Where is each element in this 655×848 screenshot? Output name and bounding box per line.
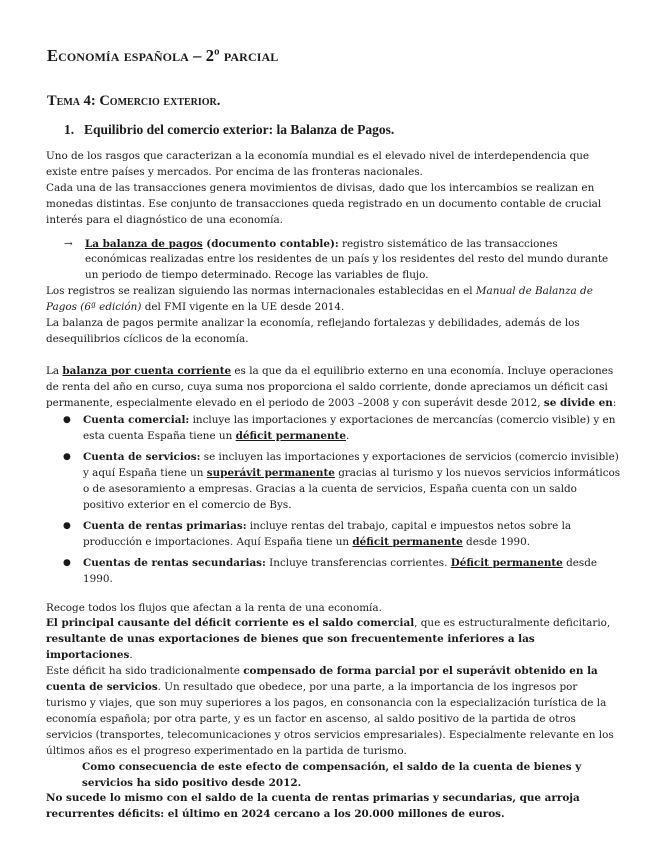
document-body [46,149,621,823]
section-heading [64,122,394,138]
norms-paragraph [46,284,621,316]
norms-post: del FMI vigente en la UE desde 2014. [141,301,345,314]
closing-bold-4: el saldo de la cuenta de bienes y servicios ha sido positivo desde 2012. [82,760,582,789]
ca-colon: : [612,396,617,409]
list-item-term: Cuenta de servicios: [83,451,201,464]
list-item [63,413,621,445]
list-item-term: Cuenta comercial: [83,414,190,427]
bullet-icon: ● [63,557,71,568]
arrow-list-item [64,237,621,285]
spacer [46,229,621,237]
accounts-list [46,413,621,587]
bullet-icon: ● [63,520,71,531]
closing-mid-1: , que es estructuralmente deficitario, [414,617,611,630]
list-item-strong: Déficit permanente [450,556,563,569]
spacer [46,593,621,601]
list-item-text: incluye rentas del trabajo, capital e impuestos netos sobre la producción e importaciones. Aquí España tiene un [83,519,572,548]
topic-heading: Tema 4: Comercio exterior. [47,93,221,109]
document-title: Economía española – 2º parcial [47,46,279,65]
list-item-text: se incluyen las importaciones y exportaciones de servicios (comercio invisible) y aquí España tiene un [83,451,619,480]
list-item-tail: desde 1990. [462,535,531,548]
list-item-tail: . [345,430,350,443]
intro-paragraph-2: Cada una de las transacciones genera movimientos de divisas, dado que los intercambios se realizan en monedas distintas. Ese conjunto de transacciones queda registrado en un documento contable de crucial interés para el diagnóstico de una economía. [46,181,602,226]
section-title: Equilibrio del comercio exterior: la Balanza de Pagos. [84,122,395,137]
list-item-strong: déficit permanente [235,430,346,443]
analysis-paragraph: La balanza de pagos permite analizar la economía, reflejando fortalezas y debilidades, además de los desequilibrios cíclicos de la economía. [46,317,580,345]
ca-text: es la que da el equilibrio externo en una economía. Incluye operaciones de renta del año en curso, cuya suma nos proporciona el saldo corriente, donde apreciamos un déficit casi permanente, especialmente elevado en el periodo de 2003 –2008 y con superávit desde 2012, [46,364,614,409]
manual-title: Manual de Balanza de Pagos (6ª edición) [46,285,593,314]
list-item-term: Cuentas de rentas secundarias: [83,556,266,569]
list-item-tail: gracias al turismo y los nuevos servicios informáticos o de asesoramiento a empresas. Gracias a la cuenta de servicios, España cuenta con un saldo positivo exterior en el comercio de Bys. [83,467,621,512]
bullet-icon: ● [63,452,71,463]
term-balanza-de-pagos: La balanza de pagos [85,237,203,250]
list-item [63,450,621,514]
intro-paragraph-1: Uno de los rasgos que caracterizan a la economía mundial es el elevado nivel de interdependencia que existe entre países y mercados. Por encima de las fronteras nacionales. [46,150,590,178]
list-item-term: Cuenta de rentas primarias: [83,519,247,532]
current-account-paragraph [46,364,621,412]
list-item-strong: déficit permanente [352,535,463,548]
ca-divides: se divide en [543,396,613,409]
closing-bold-2: resultante de unas exportaciones de bienes que son frecuentemente inferiores a las importaciones [46,633,535,662]
closing-paragraph-3 [46,664,621,759]
arrow-icon: → [64,237,73,250]
term-paren: (documento contable): [202,237,339,250]
list-item-text: Incluye transferencias corrientes. [265,556,451,569]
norms-pre: Los registros se realizan siguiendo las normas internacionales establecidas en el [46,285,476,298]
closing-mid-2: . [129,649,133,662]
closing-pre-3: Este déficit ha sido tradicionalmente [46,665,244,678]
closing-line-1: Recoge todos los flujos que afectan a la renta de una economía. [46,601,382,614]
closing-bold-3: compensado de forma parcial por el superávit obtenido en la cuenta de servicios [46,665,598,694]
spacer [46,348,621,364]
list-item [63,519,621,551]
closing-bold-1: El principal causante del déficit corriente es el saldo comercial [46,617,415,630]
list-item-strong: superávit permanente [206,467,335,480]
bullet-icon: ● [63,415,71,426]
list-item-text: incluye las importaciones y exportaciones de mercancías (comercio visible) y en esta cuenta España tiene un [83,414,616,443]
arrow-list [46,237,621,285]
closing-pre-4: Como consecuencia de este efecto de compensación, [82,760,393,773]
closing-paragraph-4 [46,760,621,792]
closing-paragraph-2 [46,616,621,664]
section-number: 1. [64,122,75,137]
arrow-item-text: registro sistemático de las transacciones económicas realizadas entre los residentes de un país y los residentes del resto del mundo durante un periodo de tiempo determinado. Recoge las variables de flujo. [85,237,609,282]
closing-paragraph-5 [46,791,621,823]
ca-pre: La [46,364,63,377]
term-cuenta-corriente: balanza por cuenta corriente [62,364,232,377]
closing-bold-5: No sucede lo mismo con el saldo de la cuenta de rentas primarias y secundarias, que arroja recurrentes déficits: el último en 2024 cercano a los 20.000 millones de euros. [46,792,580,821]
closing-text-3: . Un resultado que obedece, por una parte, a la importancia de los ingresos por turismo y viajes, que son muy superiores a los pagos, en consonancia con la especialización turística de la economía española; por otra parte, y es un factor en ascenso, al saldo positivo de la partida de otros servicios (transportes, telecomunicaciones y otros servicios empresariales). Especialmente relevante en los últimos años es el progreso experimentado en la partida de turismo. [46,681,614,757]
list-item [63,556,621,588]
list-item-tail: desde 1990. [83,556,598,585]
